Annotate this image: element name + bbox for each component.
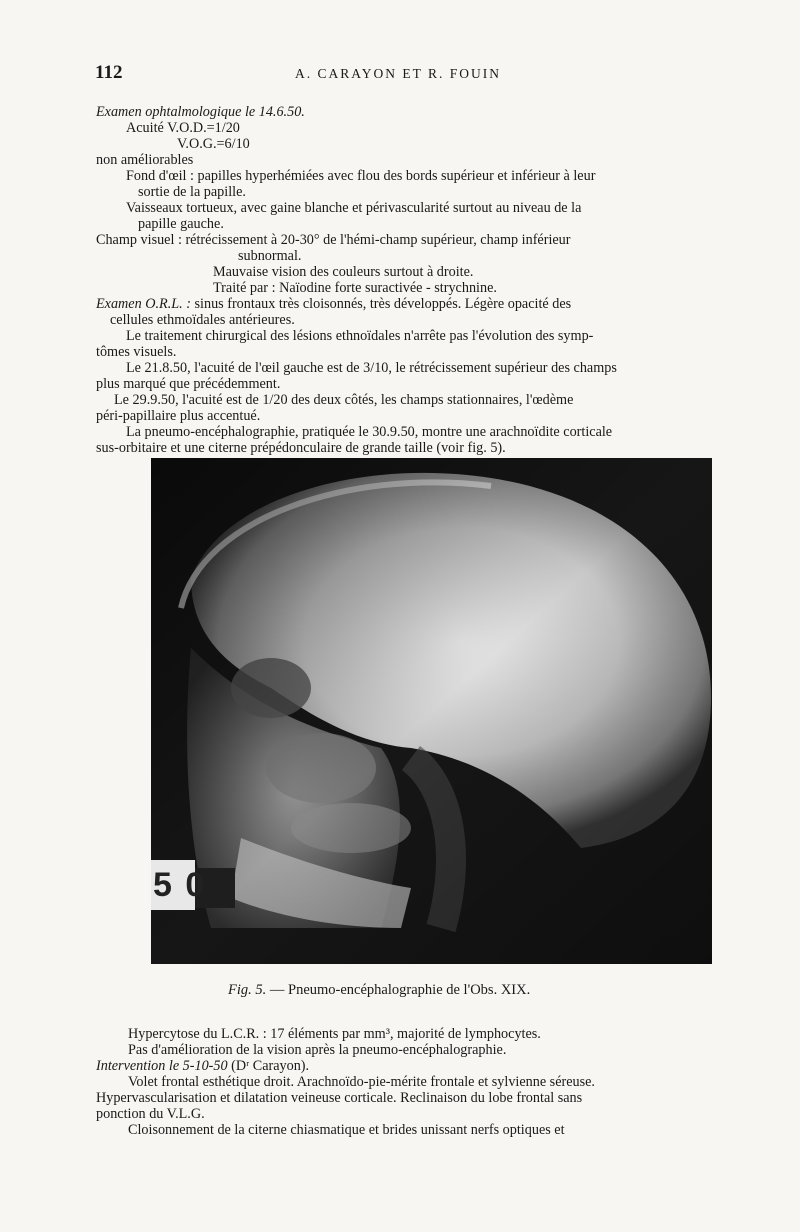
text-line bbox=[96, 104, 305, 120]
text-line bbox=[177, 136, 250, 152]
text-line bbox=[96, 440, 506, 456]
text-line bbox=[96, 376, 280, 392]
text-segment: cellules ethmoïdales antérieures. bbox=[110, 312, 295, 328]
text-line bbox=[213, 264, 473, 280]
figure-caption-text: — Pneumo-encéphalographie de l'Obs. XIX. bbox=[266, 982, 531, 998]
text-segment: Champ visuel : rétrécissement à 20-30° de l'hémi-champ supérieur, champ inférieur bbox=[96, 232, 571, 248]
text-segment: Le 29.9.50, l'acuité est de 1/20 des deux côtés, les champs stationnaires, l'œdème bbox=[114, 392, 574, 408]
text-line bbox=[96, 408, 260, 424]
film-marker: 5 0 bbox=[153, 866, 207, 904]
figure-caption bbox=[228, 982, 530, 999]
text-segment: Hypercytose du L.C.R. : 17 éléments par mm³, majorité de lymphocytes. bbox=[128, 1026, 541, 1042]
text-segment: Hypervascularisation et dilatation veineuse corticale. Reclinaison du lobe frontal sans bbox=[96, 1090, 583, 1106]
xray-figure bbox=[151, 458, 712, 964]
text-line bbox=[126, 168, 595, 184]
text-segment: non améliorables bbox=[96, 152, 194, 168]
text-line bbox=[96, 1090, 582, 1106]
text-segment: sus-orbitaire et une citerne prépédonculaire de grande taille (voir fig. 5). bbox=[96, 440, 506, 456]
text-line bbox=[96, 1106, 205, 1122]
text-segment: La pneumo-encéphalographie, pratiquée le 30.9.50, montre une arachnoïdite corticale bbox=[126, 424, 613, 440]
skull-radiograph bbox=[151, 458, 712, 964]
text-line bbox=[128, 1026, 541, 1042]
text-segment: sinus frontaux très cloisonnés, très développés. Légère opacité des bbox=[190, 296, 572, 312]
text-line bbox=[126, 360, 617, 376]
text-line bbox=[96, 232, 571, 248]
text-segment: plus marqué que précédemment. bbox=[96, 376, 281, 392]
text-segment: Le 21.8.50, l'acuité de l'œil gauche est de 3/10, le rétrécissement supérieur des champs bbox=[126, 360, 617, 376]
text-segment: (Dʳ Carayon). bbox=[227, 1058, 310, 1074]
text-segment: Examen ophtalmologique le 14.6.50. bbox=[96, 104, 305, 120]
text-segment: Le traitement chirurgical des lésions ethnoïdales n'arrête pas l'évolution des symp- bbox=[126, 328, 594, 344]
text-line bbox=[96, 152, 193, 168]
text-segment: Examen O.R.L. : bbox=[96, 296, 191, 312]
text-line bbox=[213, 280, 497, 296]
text-line bbox=[126, 424, 612, 440]
page-number: 112 bbox=[95, 62, 123, 83]
text-segment: V.O.G.=6/10 bbox=[177, 136, 250, 152]
text-line bbox=[128, 1122, 565, 1138]
text-line bbox=[96, 344, 176, 360]
text-line bbox=[238, 248, 301, 264]
text-segment: Mauvaise vision des couleurs surtout à droite. bbox=[213, 264, 474, 280]
text-segment: ponction du V.L.G. bbox=[96, 1106, 205, 1122]
text-line bbox=[110, 312, 295, 328]
text-segment: subnormal. bbox=[238, 248, 302, 264]
text-segment: Fond d'œil : papilles hyperhémiées avec flou des bords supérieur et inférieur à leur bbox=[126, 168, 596, 184]
page-header bbox=[95, 62, 715, 88]
text-line bbox=[138, 184, 246, 200]
figure-label: Fig. 5. bbox=[228, 982, 267, 998]
text-segment: sortie de la papille. bbox=[138, 184, 246, 200]
text-line bbox=[96, 1058, 309, 1074]
text-line bbox=[128, 1042, 506, 1058]
text-line bbox=[114, 392, 573, 408]
text-segment: Intervention le 5-10-50 bbox=[96, 1058, 228, 1074]
text-segment: Volet frontal esthétique droit. Arachnoïdo-pie-mérite frontale et sylvienne séreuse. bbox=[128, 1074, 595, 1090]
text-segment: Acuité V.O.D.=1/20 bbox=[126, 120, 240, 136]
text-segment: Cloisonnement de la citerne chiasmatique et brides unissant nerfs optiques et bbox=[128, 1122, 565, 1138]
text-segment: Vaisseaux tortueux, avec gaine blanche et périvascularité surtout au niveau de la bbox=[126, 200, 582, 216]
text-line bbox=[126, 328, 593, 344]
text-line bbox=[128, 1074, 595, 1090]
text-segment: tômes visuels. bbox=[96, 344, 177, 360]
running-head: A. CARAYON ET R. FOUIN bbox=[295, 66, 502, 81]
text-segment: péri-papillaire plus accentué. bbox=[96, 408, 261, 424]
text-line bbox=[126, 120, 240, 136]
text-line bbox=[126, 200, 581, 216]
text-line bbox=[96, 296, 571, 312]
text-segment: papille gauche. bbox=[138, 216, 224, 232]
text-segment: Pas d'amélioration de la vision après la pneumo-encéphalographie. bbox=[128, 1042, 507, 1058]
text-segment: Traité par : Naïodine forte suractivée - strychnine. bbox=[213, 280, 497, 296]
text-line bbox=[138, 216, 224, 232]
